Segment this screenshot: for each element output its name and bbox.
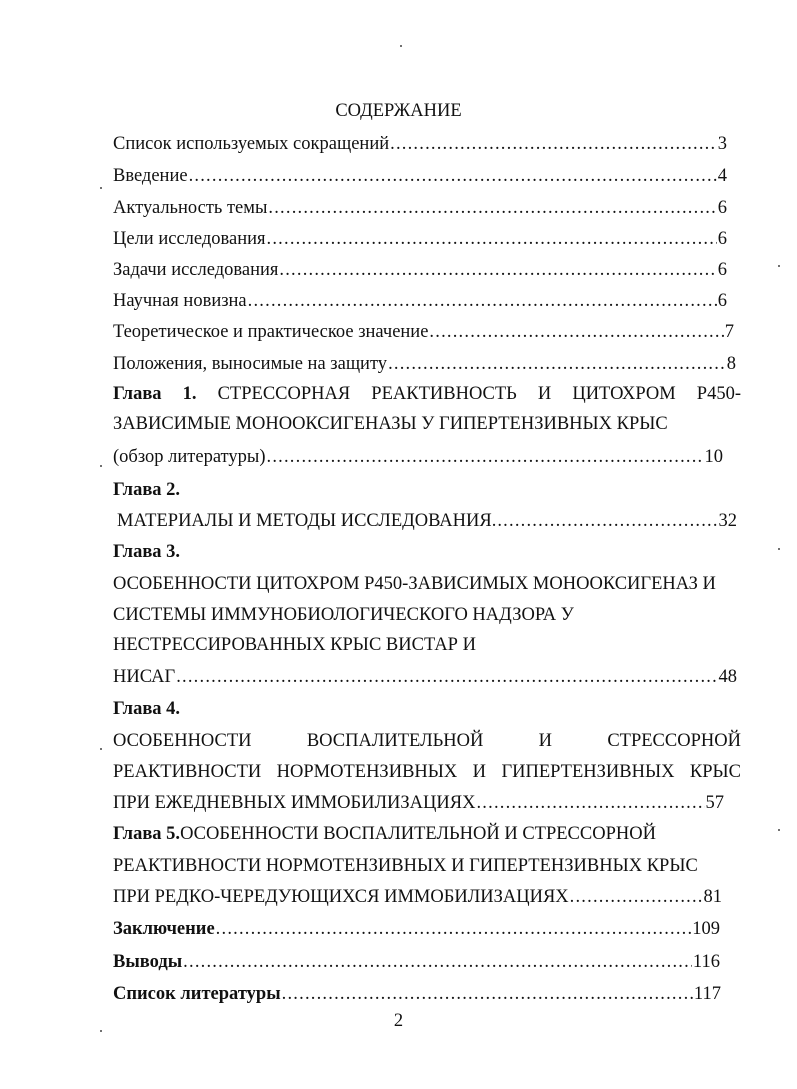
toc-entry-conclusion: [113, 918, 720, 940]
toc-entry-page: 6: [717, 229, 727, 249]
chapter4-word: СТРЕССОРНОЙ: [607, 731, 741, 751]
chapter4-word: ОСОБЕННОСТИ: [113, 731, 252, 751]
scan-speck: [778, 548, 780, 550]
chapter4-word: ГИПЕРТЕНЗИВНЫХ: [501, 762, 675, 782]
toc-entry-page: 109: [692, 919, 720, 939]
toc-entry-label: Выводы: [113, 952, 183, 972]
chapter2-heading: Глава 2.: [113, 480, 181, 500]
dot-leader: [176, 666, 717, 688]
chapter4-word: НОРМОТЕНЗИВНЫХ: [276, 762, 458, 782]
chapter5-title-line1: [113, 823, 656, 845]
dot-leader: [189, 165, 717, 187]
dot-leader: [390, 133, 717, 155]
toc-entry-label: Задачи исследования: [113, 260, 279, 280]
toc-entry-page: 116: [692, 952, 720, 972]
toc-entry-findings: [113, 951, 720, 973]
toc-entry-tasks: [113, 259, 727, 281]
toc-entry-page: 6: [717, 291, 727, 311]
toc-entry-page: 48: [718, 667, 737, 687]
toc-entry-defense-points: [113, 353, 736, 375]
chapter3-title-line2: СИСТЕМЫ ИММУНОБИОЛОГИЧЕСКОГО НАДЗОРА У: [113, 605, 574, 625]
chapter4-title-line2: [113, 761, 741, 783]
toc-entry-label: Список используемых сокращений: [113, 134, 390, 154]
toc-entry-chapter3: [113, 666, 737, 688]
chapter5-title-text: ОСОБЕННОСТИ ВОСПАЛИТЕЛЬНОЙ И СТРЕССОРНОЙ: [180, 824, 656, 844]
scan-speck: [778, 265, 780, 267]
chapter4-word: И: [472, 762, 487, 782]
toc-entry-chapter5: [113, 886, 722, 908]
chapter4-word: ВОСПАЛИТЕЛЬНОЙ: [306, 731, 484, 751]
toc-entry-page: 8: [726, 354, 736, 374]
chapter1-word: РЕАКТИВНОСТЬ: [371, 384, 517, 404]
chapter1-title-line2: ЗАВИСИМЫЕ МОНООКСИГЕНАЗЫ У ГИПЕРТЕНЗИВНЫХ КРЫС: [113, 414, 668, 434]
dot-leader: [388, 353, 726, 375]
dot-leader: [216, 918, 692, 940]
chapter1-word: Глава: [113, 384, 162, 404]
dot-leader: [282, 983, 693, 1005]
toc-entry-chapter1: [113, 446, 723, 468]
chapter5-heading: Глава 5.: [113, 824, 181, 844]
toc-entry-label: ПРИ РЕДКО-ЧЕРЕДУЮЩИХСЯ ИММОБИЛИЗАЦИЯХ: [113, 887, 569, 907]
toc-entry-page: 4: [717, 166, 727, 186]
toc-entry-label: НИСАГ: [113, 667, 176, 687]
page-number: 2: [393, 1011, 404, 1031]
dot-leader: [476, 792, 704, 814]
toc-entry-novelty: [113, 290, 727, 312]
dot-leader: [267, 446, 704, 468]
toc-entry-label: Список литературы: [113, 984, 281, 1004]
toc-entry-page: 6: [717, 198, 727, 218]
toc-entry-references: [113, 983, 721, 1005]
toc-entry-label: Положения, выносимые на защиту: [113, 354, 388, 374]
toc-entry-label: ПРИ ЕЖЕДНЕВНЫХ ИММОБИЛИЗАЦИЯХ: [113, 793, 476, 813]
chapter5-title-line2: РЕАКТИВНОСТИ НОРМОТЕНЗИВНЫХ И ГИПЕРТЕНЗИВНЫХ КРЫС: [113, 856, 698, 876]
dot-leader: [267, 228, 717, 250]
toc-entry-page: 7: [724, 322, 734, 342]
toc-entry-label: (обзор литературы): [113, 447, 266, 467]
chapter1-title-line1: [113, 383, 741, 405]
toc-entry-significance: [113, 321, 734, 343]
toc-entry-page: 117: [693, 984, 721, 1004]
dot-leader: [429, 321, 723, 343]
toc-entry-chapter2: [117, 510, 737, 532]
chapter1-word: Р450-: [696, 384, 741, 404]
scan-speck: [400, 45, 402, 47]
toc-entry-page: 10: [704, 447, 723, 467]
toc-entry-page: 32: [718, 511, 737, 531]
dot-leader: [279, 259, 716, 281]
toc-entry-page: 6: [717, 260, 727, 280]
toc-entry-label: Заключение: [113, 919, 215, 939]
toc-entry-page: 81: [703, 887, 722, 907]
toc-entry-label: МАТЕРИАЛЫ И МЕТОДЫ ИССЛЕДОВАНИЯ.: [117, 511, 497, 531]
scan-speck: [100, 465, 102, 467]
dot-leader: [497, 510, 717, 532]
chapter4-word: И: [538, 731, 553, 751]
chapter4-word: РЕАКТИВНОСТИ: [113, 762, 262, 782]
chapter3-heading: Глава 3.: [113, 542, 181, 562]
page-title: СОДЕРЖАНИЕ: [335, 101, 462, 121]
dot-leader: [268, 197, 716, 219]
chapter1-word: СТРЕССОРНАЯ: [217, 384, 351, 404]
scan-speck: [778, 829, 780, 831]
chapter1-word: 1.: [182, 384, 197, 404]
toc-entry-label: Научная новизна: [113, 291, 247, 311]
chapter1-word: И: [537, 384, 552, 404]
dot-leader: [248, 290, 717, 312]
dot-leader: [183, 951, 692, 973]
toc-entry-page: 3: [717, 134, 727, 154]
chapter3-title-line1: ОСОБЕННОСТИ ЦИТОХРОМ Р450-ЗАВИСИМЫХ МОНООКСИГЕНАЗ И: [113, 574, 716, 594]
toc-entry-introduction: [113, 165, 727, 187]
toc-entry-page: 57: [705, 793, 724, 813]
dot-leader: [570, 886, 703, 908]
toc-entry-goals: [113, 228, 727, 250]
chapter3-title-line3: НЕСТРЕССИРОВАННЫХ КРЫС ВИСТАР И: [113, 635, 476, 655]
chapter4-word: КРЫС: [689, 762, 741, 782]
chapter4-title-line1: [113, 730, 741, 752]
chapter4-heading: Глава 4.: [113, 699, 181, 719]
toc-entry-label: Актуальность темы: [113, 198, 268, 218]
toc-entry-chapter4: [113, 792, 724, 814]
chapter1-word: ЦИТОХРОМ: [572, 384, 676, 404]
toc-entry-label: Цели исследования: [113, 229, 266, 249]
scan-speck: [100, 187, 102, 189]
toc-entry-label: Теоретическое и практическое значение: [113, 322, 429, 342]
toc-entry-label: Введение: [113, 166, 188, 186]
toc-entry-abbreviations: [113, 133, 727, 155]
scan-speck: [100, 748, 102, 750]
toc-entry-relevance: [113, 197, 727, 219]
